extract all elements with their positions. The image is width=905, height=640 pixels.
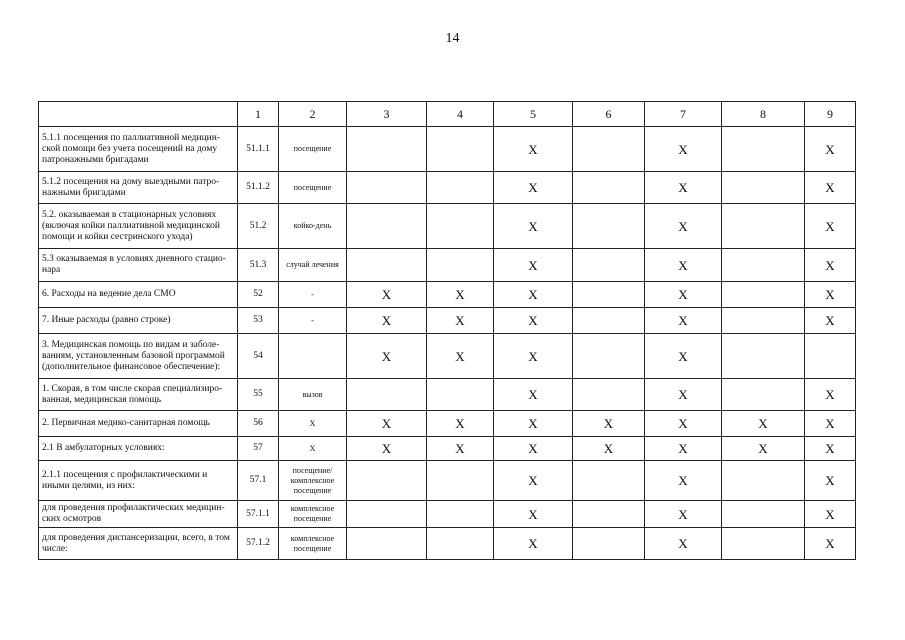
row-code-cell: 57.1.2 <box>238 528 279 560</box>
unit-cell: посещение <box>279 172 347 204</box>
column-9-cell: X <box>805 501 856 528</box>
row-code-cell: 57.1.1 <box>238 501 279 528</box>
unit-cell: комплексное посещение <box>279 501 347 528</box>
table-row <box>39 172 856 204</box>
row-name-cell: 2.1.1 посещения с профилактическими и иными целями, из них: <box>39 461 238 501</box>
row-name-cell: 2. Первичная медико-санитарная помощь <box>39 411 238 437</box>
column-8-cell <box>722 127 805 172</box>
column-header: 2 <box>279 102 347 127</box>
column-3-cell <box>347 461 427 501</box>
column-6-cell <box>573 379 645 411</box>
unit-cell: посещение/ комплексное посещение <box>279 461 347 501</box>
column-4-cell <box>427 528 494 560</box>
column-3-cell: X <box>347 437 427 461</box>
column-5-cell: X <box>494 379 573 411</box>
column-4-cell <box>427 127 494 172</box>
row-code-cell: 51.1.1 <box>238 127 279 172</box>
column-3-cell: X <box>347 411 427 437</box>
column-3-cell <box>347 249 427 282</box>
column-8-cell <box>722 528 805 560</box>
column-6-cell <box>573 172 645 204</box>
column-header: 4 <box>427 102 494 127</box>
column-5-cell: X <box>494 501 573 528</box>
row-name-cell: 6. Расходы на ведение дела СМО <box>39 282 238 308</box>
row-code-cell: 56 <box>238 411 279 437</box>
unit-cell: комплексное посещение <box>279 528 347 560</box>
column-8-cell <box>722 282 805 308</box>
column-7-cell: X <box>645 127 722 172</box>
column-9-cell: X <box>805 528 856 560</box>
column-6-cell: X <box>573 437 645 461</box>
unit-cell: посещение <box>279 127 347 172</box>
unit-cell <box>279 334 347 379</box>
column-6-cell <box>573 461 645 501</box>
column-9-cell: X <box>805 437 856 461</box>
table-row <box>39 501 856 528</box>
column-9-cell: X <box>805 204 856 249</box>
column-header: 3 <box>347 102 427 127</box>
unit-cell: койко-день <box>279 204 347 249</box>
table-row <box>39 461 856 501</box>
table-row <box>39 282 856 308</box>
column-5-cell: X <box>494 249 573 282</box>
table-row <box>39 249 856 282</box>
table-body <box>39 127 856 560</box>
table-row <box>39 528 856 560</box>
column-8-cell <box>722 204 805 249</box>
column-6-cell <box>573 308 645 334</box>
column-4-cell <box>427 501 494 528</box>
column-header: 1 <box>238 102 279 127</box>
column-3-cell <box>347 501 427 528</box>
page-number: 14 <box>445 31 460 46</box>
column-3-cell: X <box>347 334 427 379</box>
table-row <box>39 204 856 249</box>
unit-cell: случай лечения <box>279 249 347 282</box>
row-name-cell: 5.1.1 посещения по паллиативной медицин-ской помощи без учета посещений на дому патронажными бригадами <box>39 127 238 172</box>
column-7-cell: X <box>645 172 722 204</box>
column-9-cell: X <box>805 379 856 411</box>
column-5-cell: X <box>494 204 573 249</box>
column-8-cell <box>722 308 805 334</box>
unit-cell: - <box>279 282 347 308</box>
column-9-cell: X <box>805 461 856 501</box>
row-code-cell: 52 <box>238 282 279 308</box>
column-9-cell: X <box>805 249 856 282</box>
unit-cell: X <box>279 437 347 461</box>
column-4-cell: X <box>427 437 494 461</box>
unit-cell: - <box>279 308 347 334</box>
table-row <box>39 411 856 437</box>
column-6-cell <box>573 282 645 308</box>
row-code-cell: 51.3 <box>238 249 279 282</box>
column-5-cell: X <box>494 127 573 172</box>
unit-cell: X <box>279 411 347 437</box>
column-header: 5 <box>494 102 573 127</box>
column-9-cell: X <box>805 172 856 204</box>
row-name-cell: 7. Иные расходы (равно строке) <box>39 308 238 334</box>
row-name-cell: для проведения диспансеризации, всего, в том числе: <box>39 528 238 560</box>
column-5-cell: X <box>494 282 573 308</box>
column-9-cell <box>805 334 856 379</box>
row-code-cell: 53 <box>238 308 279 334</box>
row-name-cell: 1. Скорая, в том числе скорая специализиро-ванная, медицинская помощь <box>39 379 238 411</box>
column-9-cell: X <box>805 282 856 308</box>
column-7-cell: X <box>645 308 722 334</box>
column-8-cell <box>722 249 805 282</box>
column-header: 6 <box>573 102 645 127</box>
column-7-cell: X <box>645 334 722 379</box>
column-header: 9 <box>805 102 856 127</box>
column-6-cell <box>573 127 645 172</box>
table-row <box>39 127 856 172</box>
column-5-cell: X <box>494 437 573 461</box>
column-5-cell: X <box>494 308 573 334</box>
row-code-cell: 55 <box>238 379 279 411</box>
column-4-cell <box>427 172 494 204</box>
column-6-cell <box>573 501 645 528</box>
column-6-cell <box>573 204 645 249</box>
column-6-cell <box>573 249 645 282</box>
column-8-cell: X <box>722 437 805 461</box>
row-name-cell: 2.1 В амбулаторных условиях: <box>39 437 238 461</box>
row-name-cell: 5.3 оказываемая в условиях дневного стацио-нара <box>39 249 238 282</box>
column-9-cell: X <box>805 411 856 437</box>
column-6-cell <box>573 334 645 379</box>
column-3-cell <box>347 379 427 411</box>
column-8-cell <box>722 461 805 501</box>
row-code-cell: 51.1.2 <box>238 172 279 204</box>
column-7-cell: X <box>645 204 722 249</box>
column-3-cell: X <box>347 282 427 308</box>
column-7-cell: X <box>645 249 722 282</box>
column-4-cell <box>427 249 494 282</box>
column-7-cell: X <box>645 282 722 308</box>
column-7-cell: X <box>645 501 722 528</box>
column-5-cell: X <box>494 411 573 437</box>
column-8-cell: X <box>722 411 805 437</box>
table-row <box>39 379 856 411</box>
column-5-cell: X <box>494 461 573 501</box>
column-7-cell: X <box>645 437 722 461</box>
row-code-cell: 57.1 <box>238 461 279 501</box>
row-name-cell: 3. Медицинская помощь по видам и заболе-ваниям, установленным базовой программой (дополнительное финансовое обеспечение): <box>39 334 238 379</box>
column-4-cell: X <box>427 334 494 379</box>
form-table <box>38 101 856 560</box>
column-8-cell <box>722 501 805 528</box>
column-4-cell <box>427 461 494 501</box>
row-code-cell: 51.2 <box>238 204 279 249</box>
column-5-cell: X <box>494 334 573 379</box>
column-4-cell <box>427 379 494 411</box>
column-3-cell: X <box>347 308 427 334</box>
column-3-cell <box>347 172 427 204</box>
column-7-cell: X <box>645 461 722 501</box>
column-4-cell: X <box>427 308 494 334</box>
column-4-cell: X <box>427 282 494 308</box>
column-7-cell: X <box>645 411 722 437</box>
column-6-cell <box>573 528 645 560</box>
row-code-cell: 57 <box>238 437 279 461</box>
column-7-cell: X <box>645 379 722 411</box>
column-5-cell: X <box>494 528 573 560</box>
row-name-cell: 5.2. оказываемая в стационарных условиях (включая койки паллиативной медицинской помощи и койки сестринского ухода) <box>39 204 238 249</box>
column-8-cell <box>722 334 805 379</box>
column-8-cell <box>722 172 805 204</box>
table-row <box>39 334 856 379</box>
column-4-cell: X <box>427 411 494 437</box>
column-4-cell <box>427 204 494 249</box>
row-name-cell: 5.1.2 посещения на дому выездными патро-нажными бригадами <box>39 172 238 204</box>
table-row <box>39 308 856 334</box>
column-8-cell <box>722 379 805 411</box>
column-3-cell <box>347 127 427 172</box>
column-3-cell <box>347 204 427 249</box>
column-5-cell: X <box>494 172 573 204</box>
table-row <box>39 437 856 461</box>
column-6-cell: X <box>573 411 645 437</box>
row-name-cell: для проведения профилактических медицин-ских осмотров <box>39 501 238 528</box>
column-9-cell: X <box>805 308 856 334</box>
column-3-cell <box>347 528 427 560</box>
column-header <box>39 102 238 127</box>
row-code-cell: 54 <box>238 334 279 379</box>
unit-cell: вызов <box>279 379 347 411</box>
column-header: 7 <box>645 102 722 127</box>
column-7-cell: X <box>645 528 722 560</box>
column-9-cell: X <box>805 127 856 172</box>
column-header: 8 <box>722 102 805 127</box>
header-row <box>39 102 856 127</box>
